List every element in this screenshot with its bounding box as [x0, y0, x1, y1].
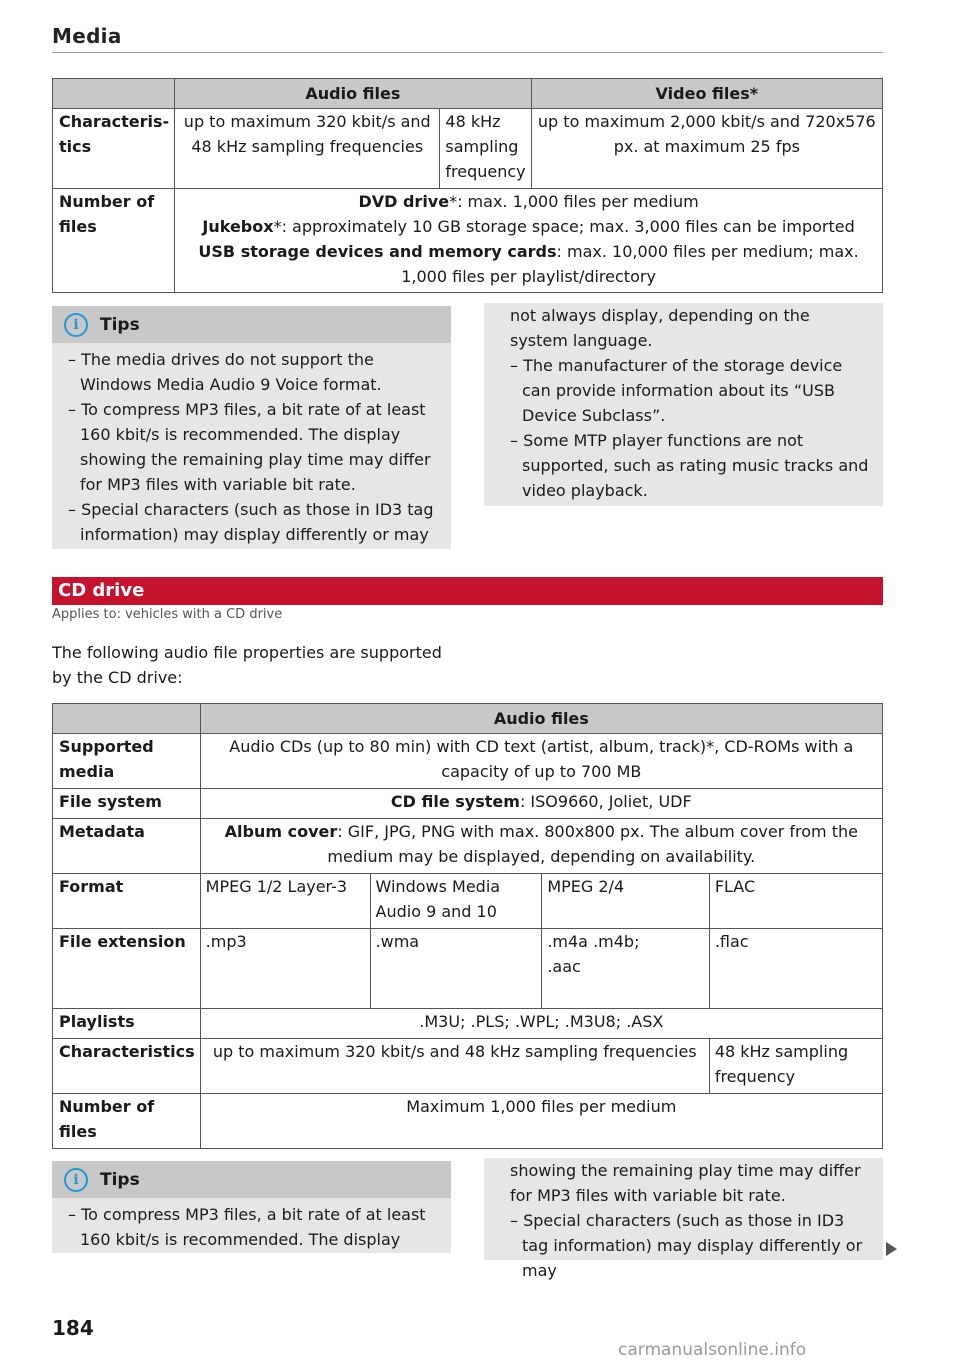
tip-item: – Special characters (such as those in ID3 tag information) may display differently or may — [510, 1211, 863, 1280]
cell-metadata — [200, 819, 882, 874]
row-header-supported-media: Supported media — [53, 734, 201, 789]
cell-number-of-files — [175, 189, 883, 293]
tip-item: not always display, depending on the system language. — [510, 306, 810, 350]
row-header-playlists: Playlists — [53, 1009, 201, 1039]
intro-paragraph: The following audio file properties are supported by the CD drive: — [52, 643, 442, 687]
tip-item: – The manufacturer of the storage device can provide information about its “USB Device Subclass”. — [510, 356, 843, 425]
cell-number-of-files: Maximum 1,000 files per medium — [200, 1094, 882, 1149]
cell-extension: .wma — [370, 929, 542, 1009]
dvd-drive-text: *: max. 1,000 files per medium — [449, 192, 699, 211]
header-rule — [52, 52, 883, 53]
cell-format: FLAC — [709, 874, 882, 929]
tip-item: – To compress MP3 files, a bit rate of at least 160 kbit/s is recommended. The display — [68, 1205, 426, 1249]
cd-audio-table — [52, 703, 883, 1149]
applies-to-note: Applies to: vehicles with a CD drive — [52, 607, 283, 622]
row-header-file-extension: File extension — [53, 929, 201, 1009]
tips-heading-label: Tips — [100, 1169, 140, 1190]
tips-heading — [52, 1161, 451, 1198]
cd-drive-heading: CD drive — [52, 577, 883, 605]
row-header-characteristics: Characteris-tics — [53, 109, 175, 189]
cell-extension: .flac — [709, 929, 882, 1009]
jukebox-label: Jukebox — [202, 217, 274, 236]
row-header-number-of-files: Number of files — [53, 189, 175, 293]
cell-playlists: .M3U; .PLS; .WPL; .M3U8; .ASX — [200, 1009, 882, 1039]
column-header-audio: Audio files — [200, 704, 882, 734]
row-header-metadata: Metadata — [53, 819, 201, 874]
tip-item: – To compress MP3 files, a bit rate of at least 160 kbit/s is recommended. The display showing the remaining play time may differ for MP3 files with variable bit rate. — [68, 400, 431, 494]
tip-item: – Some MTP player functions are not supported, such as rating music tracks and video playback. — [510, 431, 869, 500]
cell-file-system — [200, 789, 882, 819]
info-icon: i — [64, 313, 88, 337]
row-header-number-of-files: Number of files — [53, 1094, 201, 1149]
section-title: Media — [52, 24, 122, 48]
column-header-video: Video files* — [531, 79, 882, 109]
dvd-drive-label: DVD drive — [358, 192, 450, 211]
row-header-characteristics: Characteristics — [53, 1039, 201, 1094]
cell-supported-media: Audio CDs (up to 80 min) with CD text (artist, album, track)*, CD-ROMs with a capacity of up to 700 MB — [200, 734, 882, 789]
cell-video-characteristics: up to maximum 2,000 kbit/s and 720x576 px. at maximum 25 fps — [531, 109, 882, 189]
tips-heading-label: Tips — [100, 314, 140, 335]
row-header-file-system: File system — [53, 789, 201, 819]
file-system-bold: CD file system — [390, 792, 520, 811]
cell-characteristics: up to maximum 320 kbit/s and 48 kHz sampling frequencies — [200, 1039, 709, 1094]
table-corner-cell — [53, 704, 201, 734]
table-corner-cell — [53, 79, 175, 109]
continue-arrow-icon — [886, 1242, 897, 1256]
cell-format: MPEG 1/2 Layer-3 — [200, 874, 370, 929]
cell-format: Windows Media Audio 9 and 10 — [370, 874, 542, 929]
tips-box-left-2 — [52, 1161, 451, 1253]
cell-audio-sampling: 48 kHz sampling frequency — [440, 109, 531, 189]
tips-heading — [52, 306, 451, 343]
tip-item: – Special characters (such as those in ID3 tag information) may display differently or may — [68, 500, 434, 544]
usb-storage-text: : max. 10,000 files per medium; max. 1,000 files per playlist/directory — [401, 242, 859, 286]
tips-box-left — [52, 306, 451, 549]
info-icon: i — [64, 1168, 88, 1192]
cell-audio-characteristics: up to maximum 320 kbit/s and 48 kHz sampling frequencies — [175, 109, 440, 189]
usb-storage-label: USB storage devices and memory cards — [198, 242, 557, 261]
watermark: carmanualsonline.info — [618, 1340, 807, 1360]
tips-box-right — [484, 303, 883, 506]
row-header-format: Format — [53, 874, 201, 929]
column-header-audio: Audio files — [175, 79, 532, 109]
page-number: 184 — [52, 1316, 94, 1340]
cell-sampling-frequency: 48 kHz sampling frequency — [709, 1039, 882, 1094]
metadata-text: : GIF, JPG, PNG with max. 800x800 px. The album cover from the medium may be displayed, depending on availability. — [327, 822, 858, 866]
cell-extension: .mp3 — [200, 929, 370, 1009]
tip-item: showing the remaining play time may differ for MP3 files with variable bit rate. — [510, 1161, 861, 1205]
media-formats-table — [52, 78, 883, 293]
jukebox-text: *: approximately 10 GB storage space; max. 3,000 files can be imported — [273, 217, 855, 236]
album-cover-bold: Album cover — [224, 822, 338, 841]
tip-item: – The media drives do not support the Windows Media Audio 9 Voice format. — [68, 350, 382, 394]
file-system-text: : ISO9660, Joliet, UDF — [519, 792, 692, 811]
cell-format: MPEG 2/4 — [542, 874, 709, 929]
tips-box-right-2 — [484, 1158, 883, 1280]
cell-extension: .m4a .m4b; .aac — [542, 929, 709, 1009]
